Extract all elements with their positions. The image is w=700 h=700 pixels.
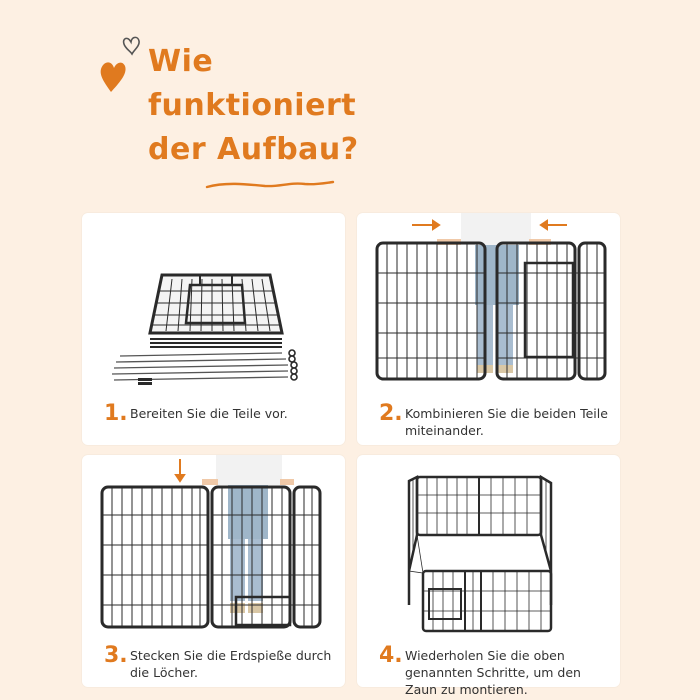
step-card-4 xyxy=(357,455,620,697)
step-number: 2. xyxy=(379,401,403,426)
step-2 xyxy=(379,403,614,443)
step-text: Wiederholen Sie die oben genannten Schritte, um den Zaun zu montieren. xyxy=(405,648,581,697)
step-card-2 xyxy=(357,213,620,445)
step-card-1 xyxy=(82,213,345,445)
step-number: 4. xyxy=(379,643,403,668)
step-text: Kombinieren Sie die beiden Teile miteinander. xyxy=(405,406,608,438)
title-line-2: funktioniert xyxy=(148,88,357,123)
step-text: Stecken Sie die Erdspieße durch die Löcher. xyxy=(130,648,332,680)
title-underline xyxy=(205,178,335,192)
step-3 xyxy=(104,645,339,685)
combine-panels-illustration xyxy=(357,213,620,393)
step-text: Bereiten Sie die Teile vor. xyxy=(130,406,288,421)
step-number: 1. xyxy=(104,401,128,426)
page-title xyxy=(100,40,420,172)
step-card-3 xyxy=(82,455,345,687)
step-1 xyxy=(104,403,339,443)
assembled-fence-illustration xyxy=(357,455,620,635)
step-4 xyxy=(379,643,614,697)
step-number: 3. xyxy=(104,643,128,668)
title-line-3: der Aufbau? xyxy=(148,132,359,167)
ground-stakes-illustration xyxy=(82,455,345,635)
title-line-1: Wie xyxy=(148,44,214,79)
parts-illustration xyxy=(82,213,345,393)
